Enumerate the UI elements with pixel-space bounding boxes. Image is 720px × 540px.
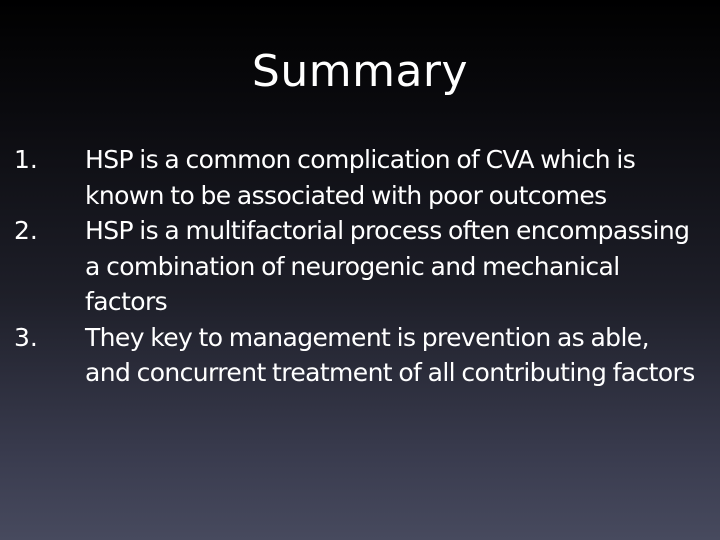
- slide-title: Summary: [251, 46, 469, 97]
- summary-list: [0, 142, 700, 391]
- item-text: HSP is a common complication of CVA which is known to be associated with poor outcomes: [85, 145, 636, 210]
- list-item: [0, 213, 700, 320]
- item-number: 1.: [14, 145, 38, 174]
- item-text: HSP is a multifactorial process often encompassing a combination of neurogenic and mechanical factors: [85, 216, 690, 316]
- item-text: They key to management is prevention as able, and concurrent treatment of all contributing factors: [85, 322, 695, 387]
- list-item: [0, 142, 700, 213]
- list-item: [0, 320, 700, 391]
- item-number: 2.: [14, 216, 38, 245]
- item-number: 3.: [14, 322, 38, 352]
